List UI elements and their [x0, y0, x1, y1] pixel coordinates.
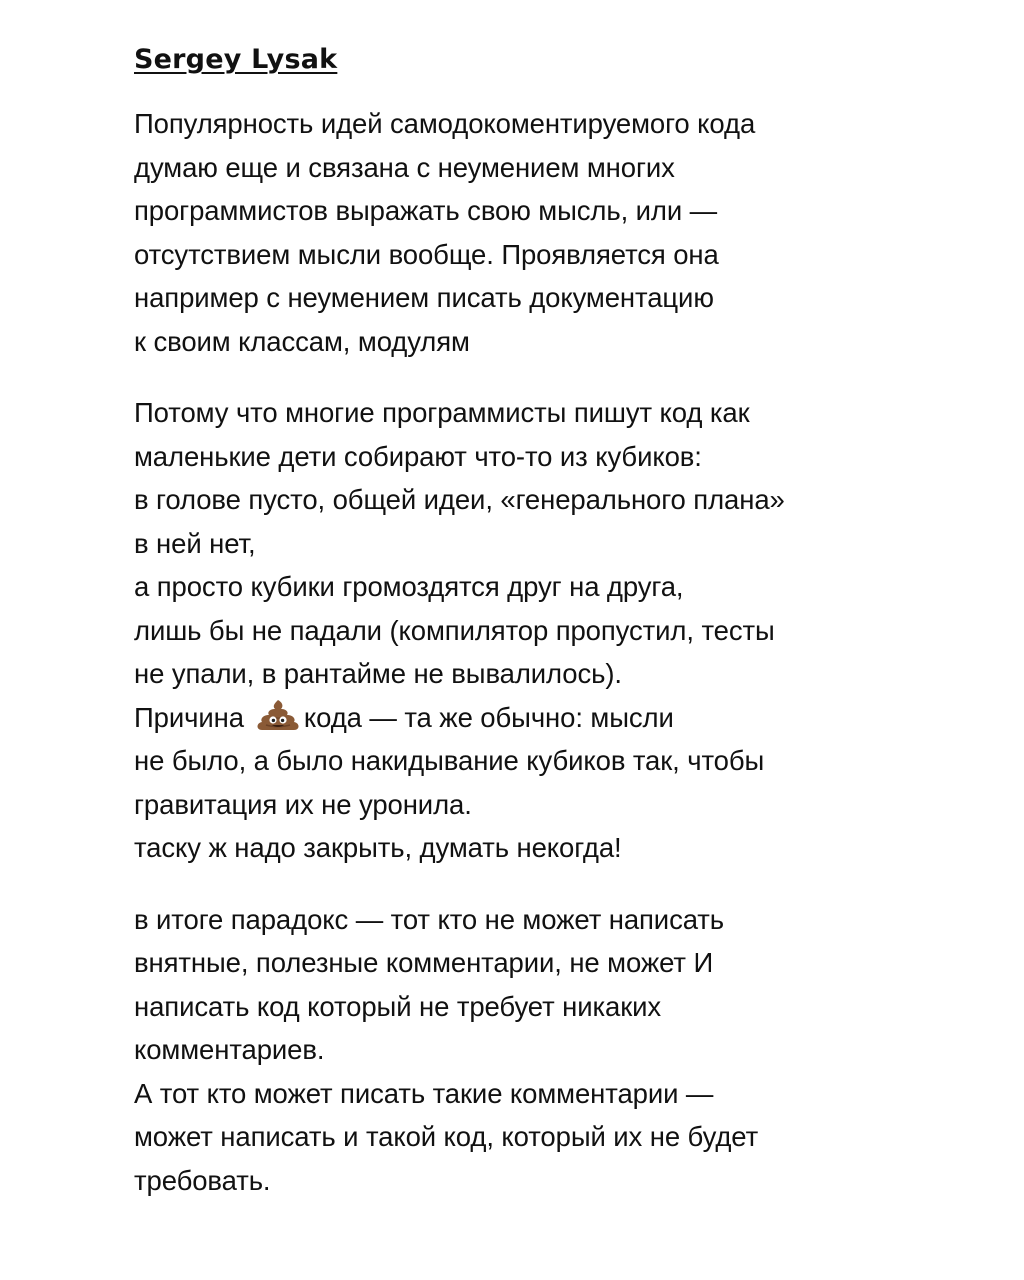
author-name-link[interactable]: Sergey Lysak [134, 44, 338, 75]
text-line: А тот кто может писать такие комментарии — [134, 1077, 714, 1109]
post [134, 40, 954, 1202]
pile-of-poo-icon [254, 699, 302, 731]
text-line: внятные, полезные комментарии, не может И [134, 947, 714, 978]
text-line: Популярность идей самодокоментируемого кода [134, 108, 756, 139]
post-paragraph-2 [134, 391, 954, 870]
post-paragraph-3 [134, 898, 954, 1203]
text-line: например с неумением писать документацию [134, 282, 714, 313]
text-line: может написать и такой код, который их не будет [134, 1121, 759, 1152]
text-line: в ней нет, [134, 527, 256, 559]
text-line: думаю еще и связана с неумением многих [134, 151, 675, 183]
text-line: требовать. [134, 1164, 271, 1196]
emoji-line-before: Причина [134, 701, 244, 733]
pile-of-poo-icon-shape [257, 700, 298, 730]
text-line: маленькие дети собирают что-то из кубиков: [134, 440, 702, 472]
text-line: не было, а было накидывание кубиков так, чтобы [134, 745, 765, 776]
text-line: лишь бы не падали (компилятор пропустил, тесты [134, 614, 775, 646]
text-line: комментариев. [134, 1034, 325, 1065]
emoji-text-line [134, 696, 954, 740]
text-line: гравитация их не уронила. [134, 788, 472, 820]
text-line: таску ж надо закрыть, думать некогда! [134, 832, 622, 863]
text-line: а просто кубики громоздятся друг на друга, [134, 571, 684, 602]
text-line: в голове пусто, общей идеи, «генерального плана» [134, 484, 785, 515]
emoji-line-after: кода — та же обычно: мысли [303, 701, 674, 733]
post-paragraph-1 [134, 102, 954, 363]
text-line: в итоге парадокс — тот кто не может написать [134, 903, 725, 935]
text-line: Потому что многие программисты пишут код как [134, 397, 750, 428]
text-line: программистов выражать свою мысль, или — [134, 195, 718, 226]
text-line: написать код который не требует никаких [134, 990, 662, 1022]
text-line: не упали, в рантайме не вывалилось). [134, 658, 622, 689]
text-line: отсутствием мысли вообще. Проявляется она [134, 238, 719, 270]
text-line: к своим классам, модулям [134, 325, 470, 357]
